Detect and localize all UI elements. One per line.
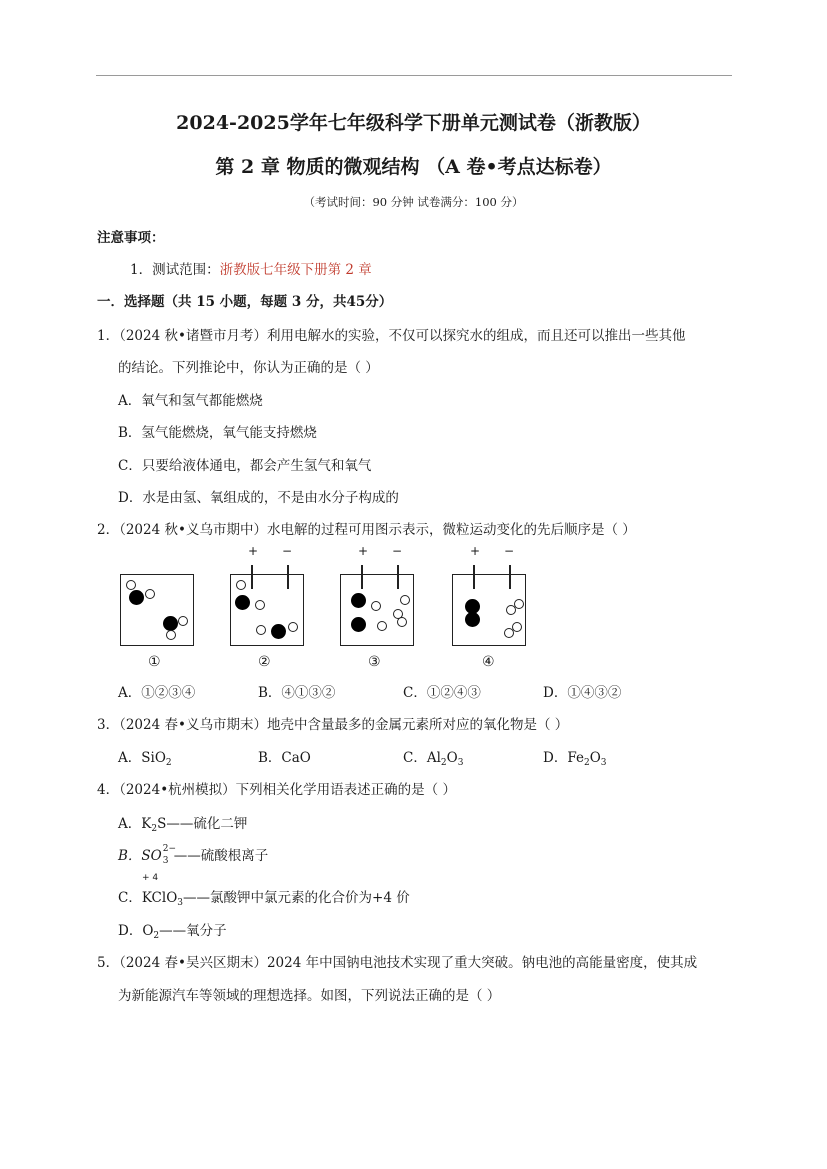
section-heading: 一．选择题（共 15 小题，每题 3 分，共45分） [97, 294, 393, 310]
cathode-electrode [287, 565, 289, 589]
q2-option-a[interactable]: A．①②③④ [118, 685, 196, 701]
panel-1-label: ① [148, 654, 161, 670]
plus-sign: + [358, 544, 369, 558]
q4-option-c[interactable] [118, 886, 410, 908]
subscript: 3 [457, 758, 464, 768]
q4-option-d[interactable] [118, 919, 227, 941]
subscript: 2 [583, 758, 590, 768]
superscript: 2− [162, 843, 177, 854]
oxygen-atom [351, 617, 366, 632]
plus-sign: + [470, 544, 481, 558]
q1-option-a[interactable]: A．氧气和氢气都能燃烧 [118, 393, 263, 409]
formula-text: B．SO [118, 848, 162, 864]
q1-option-d[interactable]: D．水是由氢、氧组成的，不是由水分子构成的 [118, 490, 399, 506]
oxygen-atom [351, 593, 366, 608]
subscript: 3 [600, 758, 607, 768]
plus-sign: + [248, 544, 259, 558]
hydrogen-atom [256, 625, 266, 635]
oxygen-atom [129, 590, 144, 605]
q3-option-c[interactable] [403, 746, 463, 768]
formula-text: A．SiO [118, 750, 166, 766]
hydrogen-atom [255, 600, 265, 610]
panel-4-label: ④ [482, 654, 495, 670]
q3-option-b[interactable]: B．CaO [258, 750, 311, 766]
ion-charge [162, 843, 177, 866]
subscript: 3 [162, 855, 169, 866]
oxygen-atom [271, 624, 286, 639]
hydrogen-atom [397, 617, 407, 627]
hydrogen-atom [504, 628, 514, 638]
subscript: 2 [153, 931, 160, 941]
q4-option-a[interactable] [118, 812, 247, 834]
subscript: 3 [177, 898, 184, 908]
panel-3-container [340, 574, 414, 646]
hydrogen-atom [400, 595, 410, 605]
panel-2-container [230, 574, 304, 646]
q4-stem: 4．（2024•杭州模拟）下列相关化学用语表述正确的是（ ） [97, 782, 456, 798]
subscript: 2 [440, 758, 447, 768]
panel-2-label: ② [258, 654, 271, 670]
subscript: 2 [165, 758, 172, 768]
exam-info: （考试时间：90 分钟 试卷满分：100 分） [303, 195, 524, 209]
q1-option-b[interactable]: B．氢气能燃烧，氧气能支持燃烧 [118, 425, 317, 441]
cathode-electrode [509, 565, 511, 589]
q3-option-a[interactable] [118, 746, 172, 768]
q4-option-b[interactable] [118, 844, 268, 864]
oxygen-atom [235, 595, 250, 610]
q1-option-c[interactable]: C．只要给液体通电，都会产生氢气和氧气 [118, 458, 372, 474]
panel-1-container [120, 574, 194, 646]
formula-text: C．Al [403, 750, 441, 766]
subscript: 2 [151, 824, 158, 834]
q3-stem: 3．（2024 春•义乌市期末）地壳中含量最多的金属元素所对应的氧化物是（ ） [97, 717, 569, 733]
formula-text: A．K [118, 816, 152, 832]
hydrogen-atom [166, 630, 176, 640]
option-text: ——硫酸根离子 [173, 848, 269, 864]
q2-option-d[interactable]: D．①④③② [543, 685, 622, 701]
notes-heading: 注意事项： [97, 230, 165, 246]
q2-stem: 2．（2024 秋•义乌市期中）水电解的过程可用图示表示，微粒运动变化的先后顺序是（ ） [97, 522, 636, 538]
hydrogen-atom [288, 622, 298, 632]
panel-4-container [452, 574, 526, 646]
oxidation-sign: + [142, 873, 150, 883]
oxidation-number: 4 [152, 873, 159, 883]
option-text: S——硫化二钾 [157, 816, 248, 832]
notes-item [130, 258, 372, 278]
q2-option-b[interactable]: B．④①③② [258, 685, 336, 701]
minus-sign: − [504, 544, 515, 558]
q3-option-d[interactable] [543, 746, 607, 768]
q5-stem-line1: 5．（2024 春•吴兴区期末）2024 年中国钠电池技术实现了重大突破。钠电池的高能量密度，使其成 [97, 955, 698, 971]
notes-item-scope: 浙教版七年级下册第 2 章 [219, 262, 372, 278]
oxygen-atom [163, 616, 178, 631]
top-rule [96, 75, 732, 76]
formula-text: C．KClO [118, 890, 178, 906]
panel-3-label: ③ [368, 654, 381, 670]
formula-text: D．Fe [543, 750, 584, 766]
hydrogen-atom [178, 616, 188, 626]
minus-sign: − [392, 544, 403, 558]
minus-sign: − [282, 544, 293, 558]
hydrogen-atom [126, 580, 136, 590]
hydrogen-atom [236, 580, 246, 590]
anode-electrode [251, 565, 253, 589]
q1-stem-line2: 的结论。下列推论中，你认为正确的是（ ） [118, 360, 379, 376]
formula-text: O [446, 750, 458, 766]
anode-electrode [361, 565, 363, 589]
option-text: ——氧分子 [159, 923, 227, 939]
exam-title: 2024-2025学年七年级科学下册单元测试卷（浙教版） [176, 112, 651, 134]
option-text: ——氯酸钾中氯元素的化合价为+4 价 [183, 890, 410, 906]
q5-stem-line2: 为新能源汽车等领域的理想选择。如图，下列说法正确的是（ ） [118, 988, 501, 1004]
formula-text: D．O [118, 923, 154, 939]
notes-item-prefix: 1．测试范围： [130, 262, 220, 278]
hydrogen-atom [371, 601, 381, 611]
formula-text: O [589, 750, 601, 766]
chapter-title: 第 2 章 物质的微观结构 （A 卷•考点达标卷） [215, 156, 612, 178]
hydrogen-atom [377, 621, 387, 631]
hydrogen-atom [506, 605, 516, 615]
anode-electrode [473, 565, 475, 589]
q1-stem-line1: 1．（2024 秋•诸暨市月考）利用电解水的实验，不仅可以探究水的组成，而且还可以推出一些其他 [97, 328, 686, 344]
oxygen-atom [465, 612, 480, 627]
q2-option-c[interactable]: C．①②④③ [403, 685, 481, 701]
oxidation-state-mark [142, 873, 158, 883]
cathode-electrode [397, 565, 399, 589]
hydrogen-atom [145, 589, 155, 599]
